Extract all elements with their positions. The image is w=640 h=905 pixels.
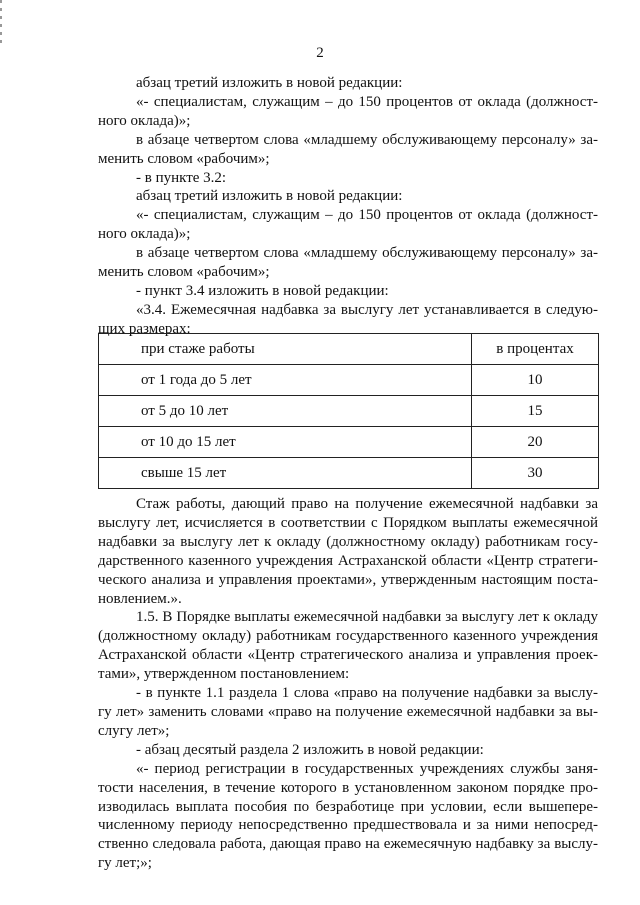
paragraph: в абзаце четвертом слова «младшему обслуживающему персоналу» за-менить словом «рабочим»; bbox=[98, 131, 598, 167]
table-row bbox=[99, 427, 599, 458]
paragraph: «- специалистам, служащим – до 150 процентов от оклада (должност-ного оклада)»; bbox=[98, 207, 598, 243]
percent-cell: 30 bbox=[472, 458, 599, 489]
paragraph: абзац третий изложить в новой редакции: bbox=[136, 188, 403, 205]
paragraph: абзац третий изложить в новой редакции: bbox=[136, 75, 403, 91]
experience-cell: от 5 до 10 лет bbox=[99, 396, 472, 427]
percent-cell: 20 bbox=[472, 427, 599, 458]
paragraph: - пункт 3.4 изложить в новой редакции: bbox=[136, 282, 389, 299]
top-text-block bbox=[98, 74, 598, 339]
table-header-row bbox=[99, 334, 599, 365]
experience-cell: от 1 года до 5 лет bbox=[99, 365, 472, 396]
paragraph: «- период регистрации в государственных учреждениях службы заня-тости населения, в течение которого в установленном законом порядке про-изводилась выплата пособия по безработице при условии, если вышепере-численному периоду непосредственно предшествовала и за ними непосред-ственно следовала работа, дающая право на ежемесячную надбавку за выслу-гу лет;»; bbox=[98, 760, 598, 872]
experience-cell: от 10 до 15 лет bbox=[99, 427, 472, 458]
paragraph: «- специалистам, служащим – до 150 процентов от оклада (должност-ного оклада)»; bbox=[98, 93, 598, 129]
paragraph: - в пункте 1.1 раздела 1 слова «право на получение надбавки за выслу-гу лет» заменить словами «право на получение ежемесячной надбавки за вы-слугу лет»; bbox=[98, 685, 598, 739]
percent-cell: 15 bbox=[472, 396, 599, 427]
experience-cell: свыше 15 лет bbox=[99, 458, 472, 489]
header-percent: в процентах bbox=[472, 334, 599, 365]
bottom-text-block bbox=[98, 495, 598, 873]
paragraph: в абзаце четвертом слова «младшему обслуживающему персоналу» за-менить словом «рабочим»; bbox=[98, 245, 598, 281]
paragraph: - в пункте 3.2: bbox=[136, 169, 227, 186]
percent-cell: 10 bbox=[472, 365, 599, 396]
header-experience: при стаже работы bbox=[99, 334, 472, 365]
page-number: 2 bbox=[316, 45, 324, 61]
paragraph: «3.4. Ежемесячная надбавка за выслугу лет устанавливается в следую-щих размерах: bbox=[98, 301, 598, 337]
paragraph: - абзац десятый раздела 2 изложить в новой редакции: bbox=[136, 741, 484, 758]
table-row bbox=[99, 396, 599, 427]
paragraph: Стаж работы, дающий право на получение ежемесячной надбавки за выслугу лет, исчисляется в соответствии с Порядком выплаты ежемесячной надбавки за выслугу лет к окладу (должностному окладу) работникам госу-дарственного казенного учреждения Астраханской области «Центр стратеги-ческого анализа и управления проектами», утвержденным настоящим поста-новлением.». bbox=[98, 496, 598, 607]
seniority-table bbox=[98, 333, 599, 489]
paragraph: 1.5. В Порядке выплаты ежемесячной надбавки за выслугу лет к окладу (должностному окладу) работникам государственного казенного учреждения Астраханской области «Центр стратегического анализа и управления проек-тами», утвержденном постановлением: bbox=[98, 609, 598, 683]
table-row bbox=[99, 365, 599, 396]
table-row bbox=[99, 458, 599, 489]
